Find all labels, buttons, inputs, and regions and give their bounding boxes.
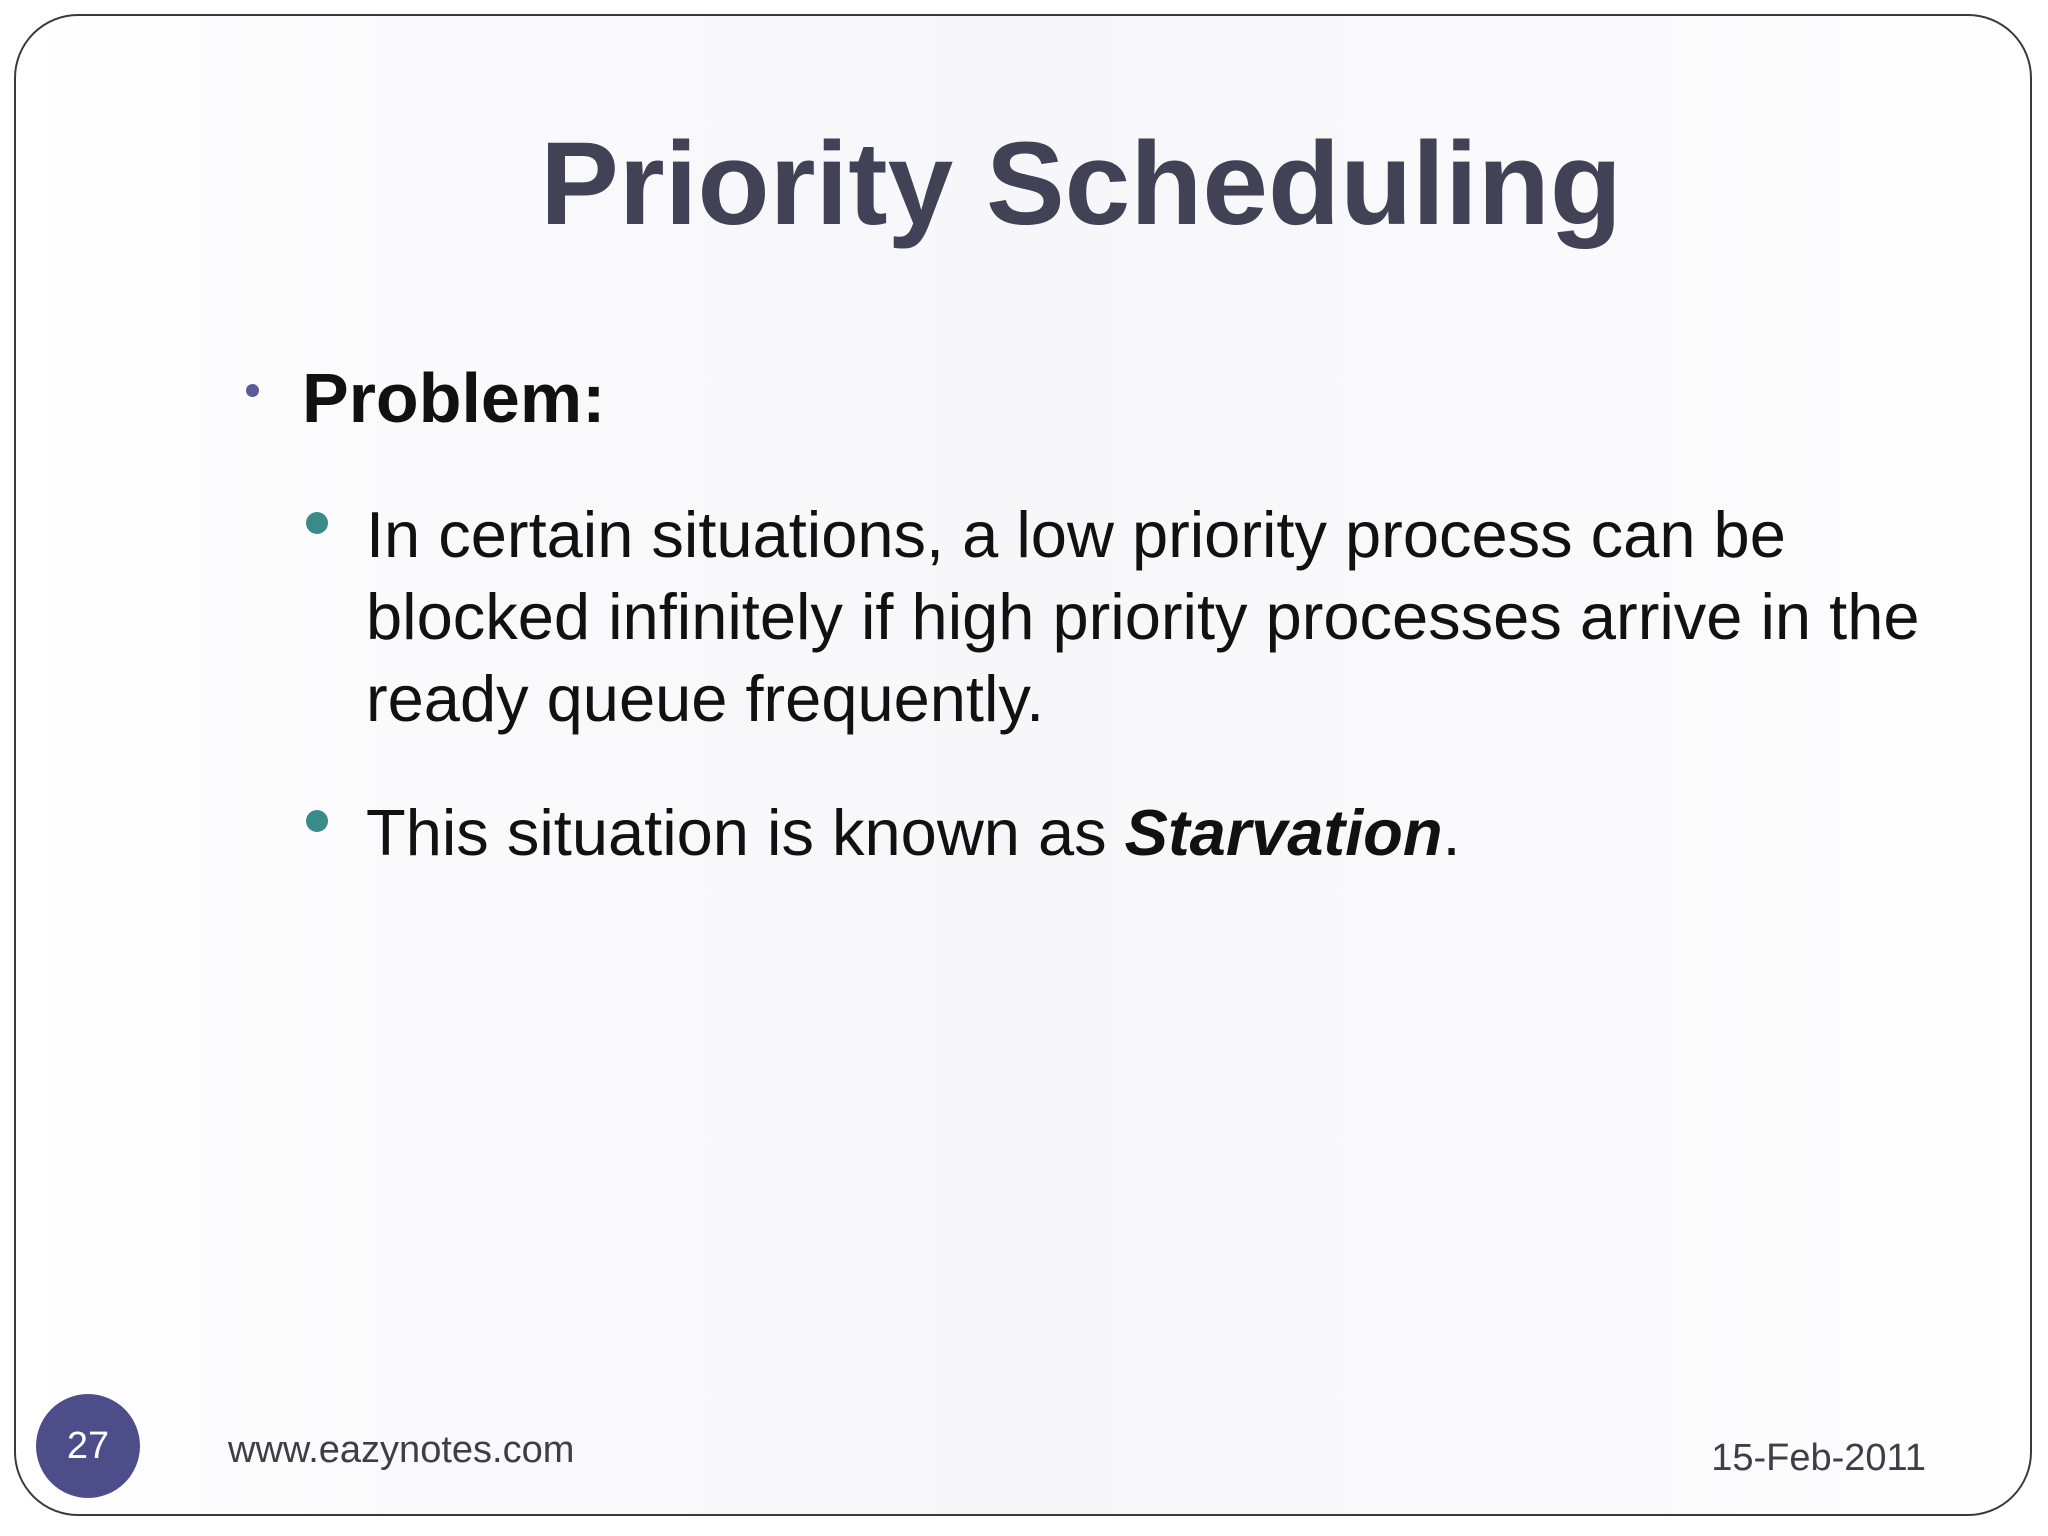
sub-bullet-emphasis: Starvation — [1124, 796, 1443, 869]
sub-bullet-dot-icon — [306, 810, 328, 832]
sub-bullet-text-before: This situation is known as — [366, 796, 1125, 869]
slide — [14, 14, 2032, 1516]
sub-bullet-dot-icon — [306, 512, 328, 534]
slide-title: Priority Scheduling — [540, 118, 1622, 250]
page-number-badge: 27 — [36, 1394, 140, 1498]
bullet-heading: Problem: — [302, 359, 606, 437]
footer-website: www.eazynotes.com — [228, 1429, 575, 1471]
footer-date: 15-Feb-2011 — [1711, 1437, 1926, 1479]
sub-bullet-text-after: . — [1442, 796, 1461, 869]
bullet-dot-icon — [246, 384, 259, 397]
sub-bullet-text: In certain situations, a low priority process can be blocked infinitely if high priority processes arrive in the ready queue frequently. — [366, 498, 1920, 735]
sub-bullet-text — [366, 792, 1926, 874]
